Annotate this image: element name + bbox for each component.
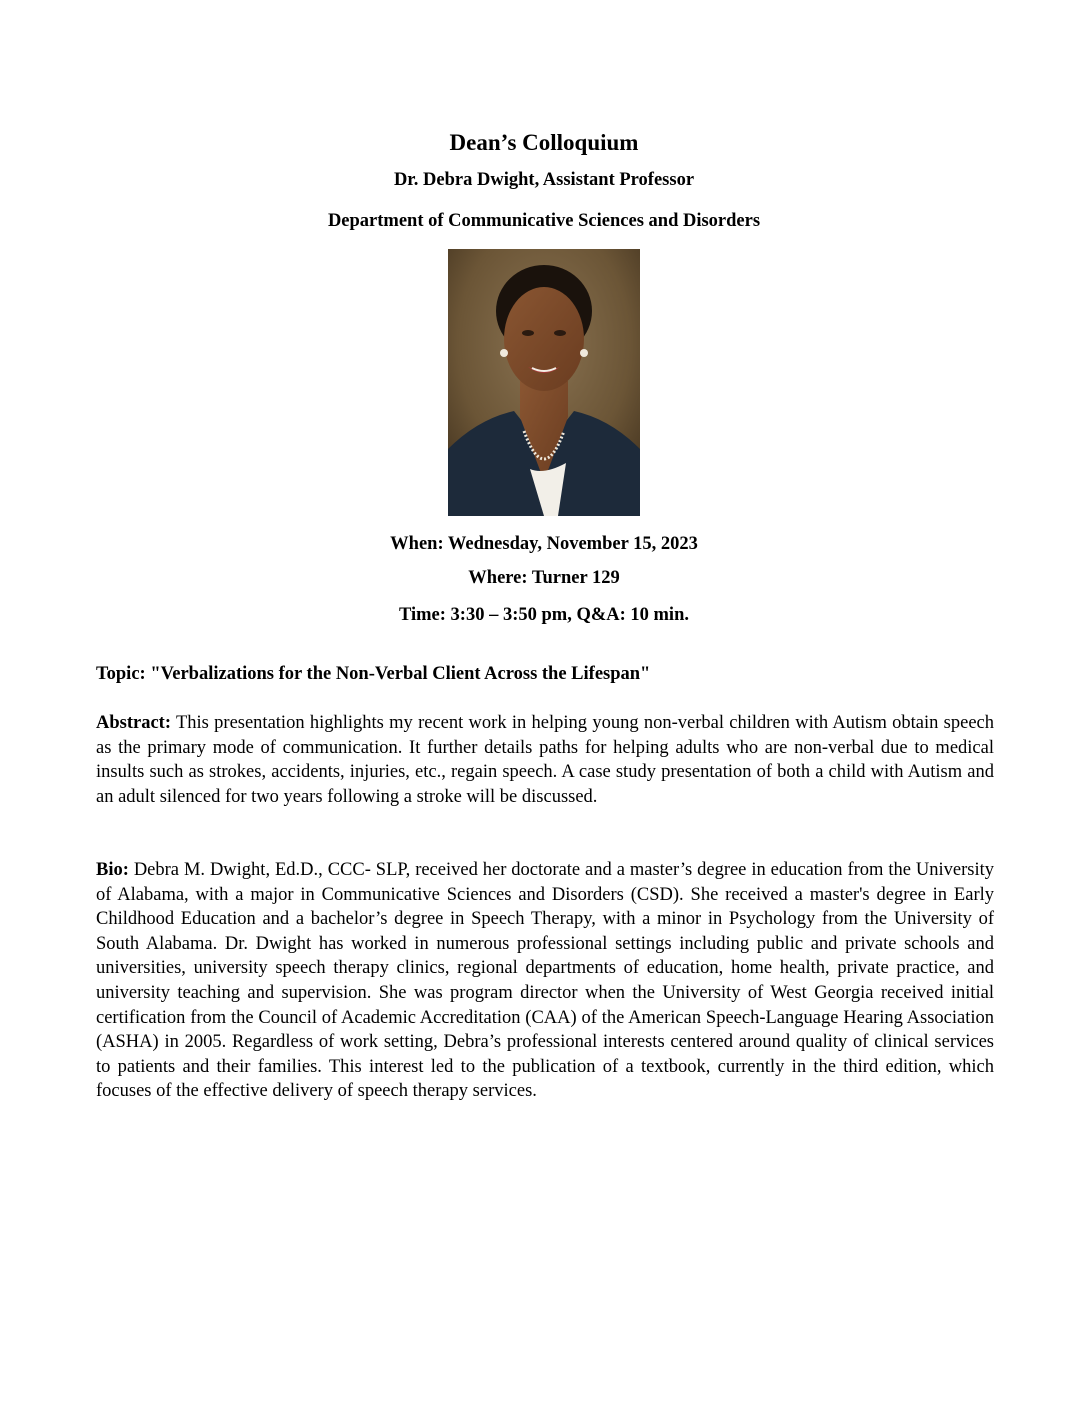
abstract-paragraph — [96, 711, 994, 809]
department-name: Department of Communicative Sciences and Disorders — [327, 211, 761, 231]
bio-label: Bio: — [96, 860, 129, 880]
event-date: When: Wednesday, November 15, 2023 — [390, 534, 698, 554]
abstract-text: This presentation highlights my recent work in helping young non-verbal children with Autism obtain speech as the primary mode of communication. It further details paths for helping adults who are non-verbal due to medical insults such as strokes, accidents, injuries, etc., regain speech. A case study presentation of both a child with Autism and an adult silenced for two years following a stroke will be discussed. — [96, 713, 994, 807]
event-time: Time: 3:30 – 3:50 pm, Q&A: 10 min. — [399, 605, 689, 625]
abstract-label: Abstract: — [96, 713, 172, 733]
speaker-portrait-photo — [448, 249, 640, 516]
event-location: Where: Turner 129 — [468, 568, 620, 588]
page-title: Dean’s Colloquium — [449, 130, 639, 155]
bio-paragraph — [96, 858, 994, 1104]
speaker-name: Dr. Debra Dwight, Assistant Professor — [393, 170, 695, 190]
bio-text: Debra M. Dwight, Ed.D., CCC- SLP, received her doctorate and a master’s degree in education from the University of Alabama, with a major in Communicative Sciences and Disorders (CSD). She received a master's degree in Early Childhood Education and a bachelor’s degree in Speech Therapy, with a minor in Psychology from the University of South Alabama. Dr. Dwight has worked in numerous professional settings including public and private schools and universities, university speech therapy clinics, regional departments of education, home health, private practice, and university teaching and supervision. She was program director when the University of West Georgia received initial certification from the Council of Academic Accreditation (CAA) of the American Speech-Language Hearing Association (ASHA) in 2005. Regardless of work setting, Debra’s professional interests centered around quality of clinical services to patients and their families. This interest led to the publication of a textbook, currently in the third edition, which focuses of the effective delivery of speech therapy services. — [96, 860, 994, 1102]
talk-topic: Topic: "Verbalizations for the Non-Verbal Client Across the Lifespan" — [96, 664, 651, 684]
